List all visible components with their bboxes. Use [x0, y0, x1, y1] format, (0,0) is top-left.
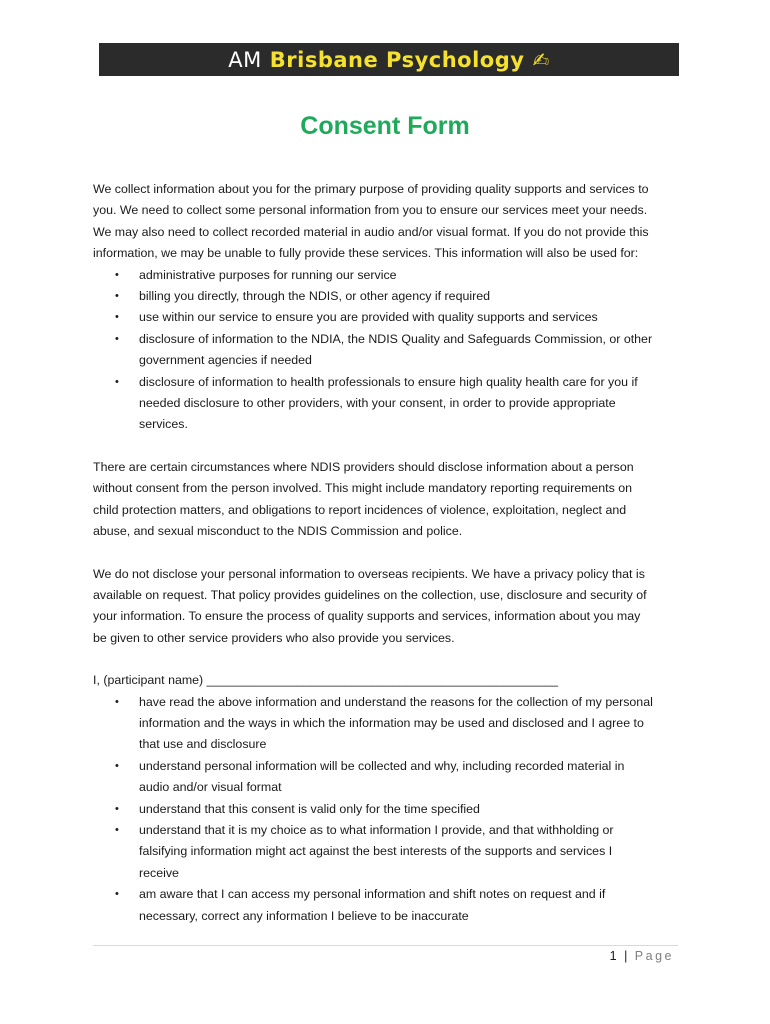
list-item: • use within our service to ensure you are provided with quality supports and services [93, 307, 683, 328]
document-body [93, 179, 683, 927]
footer-divider [93, 945, 678, 946]
intro-paragraph [93, 179, 683, 265]
bullet-icon: • [115, 311, 119, 324]
bullet-icon: • [115, 268, 119, 281]
list-item: • understand personal information will be collected and why, including recorded material in audio and/or visual format [93, 756, 683, 799]
list-item: • billing you directly, through the NDIS, or other agency if required [93, 286, 683, 307]
brand-name: Brisbane Psychology [269, 47, 525, 72]
overseas-paragraph: We do not disclose your personal information to overseas recipients. We have a privacy policy that is available on request. That policy provides guidelines on the collection, use, disclosure and security of your information. To ensure the process of quality supports and services, information about you may be given to other service providers who also provide you services. [93, 566, 647, 645]
intro-line: you. We need to collect some personal information from you to ensure our services meet your needs. [93, 203, 648, 218]
bullet-icon: • [115, 375, 119, 388]
intro-line: We collect information about you for the primary purpose of providing quality supports and services to [93, 182, 649, 196]
page-number [610, 949, 674, 963]
page-number-separator: | [624, 949, 628, 963]
bullet-icon: • [115, 332, 119, 345]
intro-line: information, we may be unable to fully provide these services. This information will also be used for: [93, 246, 639, 261]
bullet-icon: • [115, 802, 119, 815]
header-prefix: AM [228, 47, 262, 72]
list-item: • understand that it is my choice as to what information I provide, and that withholding or falsifying information might act against the best interests of the supports and services I receive [93, 820, 683, 884]
usage-list [93, 265, 683, 436]
circumstances-paragraph: There are certain circumstances where NDIS providers should disclose information about a person without consent from the person involved. This might include mandatory reporting requirements on child protection matters, and obligations to report incidences of violence, exploitation, neglect and abuse, and sexual misconduct to the NDIS Commission and police. [93, 459, 634, 539]
bullet-icon: • [115, 290, 119, 303]
page-number-value: 1 [609, 949, 617, 963]
bullet-icon: • [115, 759, 119, 772]
list-item: • understand that this consent is valid only for the time specified [93, 799, 683, 820]
consent-list [93, 692, 683, 927]
list-item: • administrative purposes for running our service [93, 265, 683, 286]
header-banner [99, 43, 679, 76]
intro-line: We may also need to collect recorded material in audio and/or visual format. If you do not provide this [93, 224, 649, 239]
bullet-icon: • [115, 695, 119, 708]
list-item: • am aware that I can access my personal information and shift notes on request and if necessary, correct any information I believe to be inaccurate [93, 884, 683, 927]
page-title: Consent Form [300, 112, 470, 140]
participant-name-field[interactable]: I, (participant name) ___________________________________________________ [93, 673, 559, 688]
bullet-icon: • [115, 888, 119, 901]
signature-icon: ✍ [532, 47, 550, 72]
page-label: Page [634, 949, 674, 963]
list-item: • disclosure of information to health professionals to ensure high quality health care for you if needed disclosure to other providers, with your consent, in order to provide appropriate services. [93, 372, 683, 436]
list-item: • disclosure of information to the NDIA, the NDIS Quality and Safeguards Commission, or other government agencies if needed [93, 329, 683, 372]
list-item: • have read the above information and understand the reasons for the collection of my personal information and the ways in which the information may be used and disclosed and I agree to that use and disclosure [93, 692, 683, 756]
bullet-icon: • [115, 823, 119, 836]
